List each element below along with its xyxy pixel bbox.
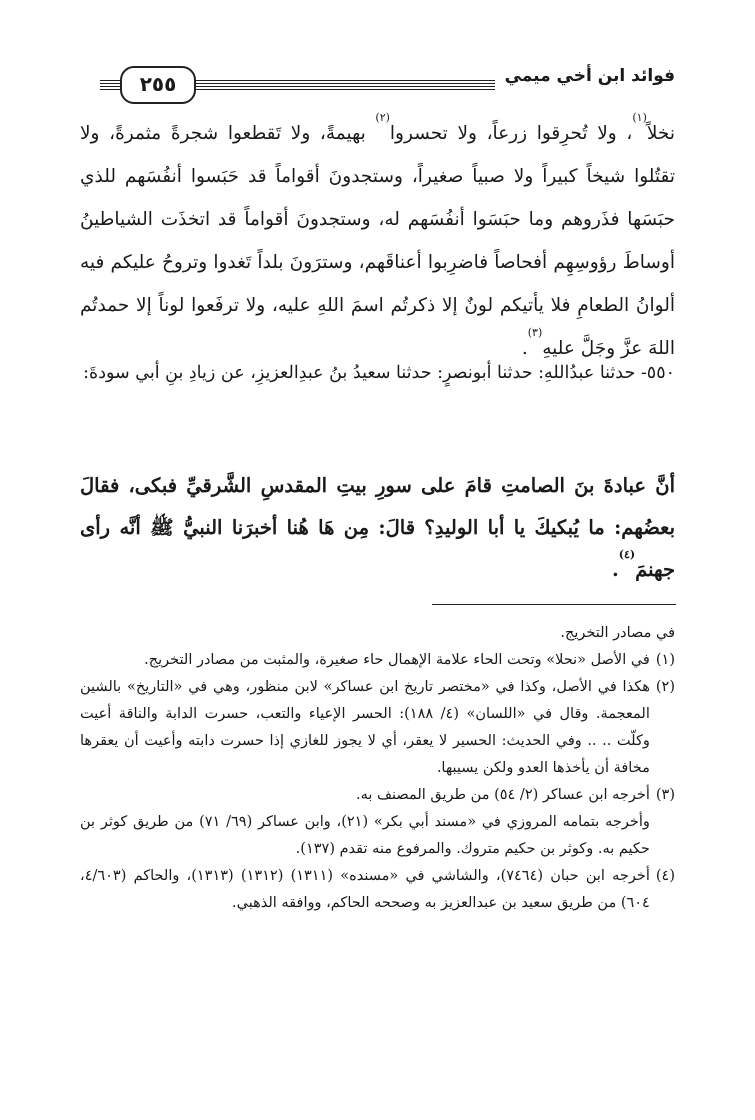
footnote-ref[interactable]: (٣) — [527, 326, 543, 339]
footnote-number: (٤) — [655, 868, 675, 884]
footnote-text: أخرجه ابن حبان (٧٤٦٤)، والشاشي في «مسنده» (١٣١١) (١٣١٢) (١٣١٣)، والحاكم (٤/٦٠٣، ٦٠٤) من طريق سعيد بن عبدالعزيز به وصححه الحاكم، ووافقه الذهبي. — [80, 868, 650, 911]
footnote-ref[interactable]: (١) — [632, 111, 647, 124]
footnote-line: أخرجه ابن عساكر (٢/ ٥٤) من طريق المصنف به. — [355, 787, 650, 803]
book-title: فوائد ابن أخي ميمي — [495, 62, 675, 90]
footnote-continuation: في مصادر التخريج. — [560, 625, 675, 641]
footnote-line: وأخرجه بتمامه المروزي في «مسند أبي بكر» (٢١)، وابن عساكر (٦٩/ ٧١) من طريق كوثر بن حكيم به. وكوثر بن حكيم متروك. والمرفوع منه تقدم (١٣٧). — [80, 814, 650, 857]
footnote-2 — [80, 674, 675, 782]
footnotes — [80, 620, 675, 917]
main-text-segment: نخلاً — [646, 123, 675, 144]
footnote-text: هكذا في الأصل، وكذا في «مختصر تاريخ ابن عساكر» لابن منظور، وهي في «التاريخ» بالشين المعجمة. وقال في «اللسان» (٤/ ١٨٨): الحسر الإعياء والتعب، حسرت الدابة والناقة أعيت وكلّت .. .. وفي الحديث: الحسير لا يعقر، أي لا يجوز للغازي إذا حسرت دابته وأعيت أن يعقرها مخافة أن يأخذها العدو ولكن يسيبها. — [80, 679, 650, 776]
footnote-text — [80, 782, 650, 863]
footnote-number: (٢) — [655, 679, 675, 695]
footnote-number: (١) — [655, 652, 675, 668]
hadith-text — [80, 465, 675, 591]
footnote-4 — [80, 863, 675, 917]
footnote-ref[interactable]: (٤) — [618, 548, 636, 561]
footnote-3 — [80, 782, 675, 863]
hadith-text-segment: أنَّ عبادةَ بنَ الصامتِ قامَ على سورِ بيتِ المقدسِ الشَّرقيِّ فبكى، فقالَ بعضُهم: ما يُبكيكَ يا أبا الوليدِ؟ قالَ: مِن هَا هُنا أخبرَنا النبيُّ ﷺ أنَّه رأى جهنمَ — [80, 474, 675, 581]
footnote-ref[interactable]: (٢) — [375, 111, 390, 124]
page-header — [100, 58, 675, 108]
hadith-text-segment: . — [611, 558, 619, 581]
main-text — [80, 112, 675, 370]
hadith-narration: ٥٥٠- حدثنا عبدُاللهِ: حدثنا أبونصرٍ: حدثنا سعيدُ بنُ عبدِالعزيزِ، عن زيادِ بنِ أبي سودةَ: — [83, 363, 675, 383]
main-text-segment: . — [521, 338, 528, 359]
page-number: ٢٥٥ — [120, 66, 196, 104]
footnote-text: في الأصل «نحلا» وتحت الحاء علامة الإهمال حاء صغيرة، والمثبت من مصادر التخريج. — [144, 652, 650, 668]
footnote-1 — [80, 647, 675, 674]
footnote-separator — [432, 604, 676, 605]
footnote-number: (٣) — [655, 787, 675, 803]
main-text-segment: بهيمةً، ولا تَقطعوا شجرةً مثمرةً، ولا تقتُلوا شيخاً كبيراً ولا صبياً صغيراً، وستجدونَ أقواماً قد حَبَسوا أنفُسَهم للذي حبَسَها فذَروهم وما حبَسَوا أنفُسَهم له، وستجدونَ أقواماً قد اتخذَت الشياطينُ أوساطَ رؤوسِهِم أفحاصاً فاضرِبوا أعناقَهم، وسترَونَ بلداً تَغدوا وتروحُ عليكم فيه ألوانُ الطعامِ فلا يأتيكم لونٌ إلا ذكرتُم اسمَ اللهِ عليه، ولا ترفَعوا لوناً إلا حمدتُم اللهَ عزَّ وجَلَّ عليهِ — [80, 123, 675, 359]
main-text-segment: ، ولا تُحرِقوا زرعاً، ولا تحسروا — [389, 123, 633, 144]
